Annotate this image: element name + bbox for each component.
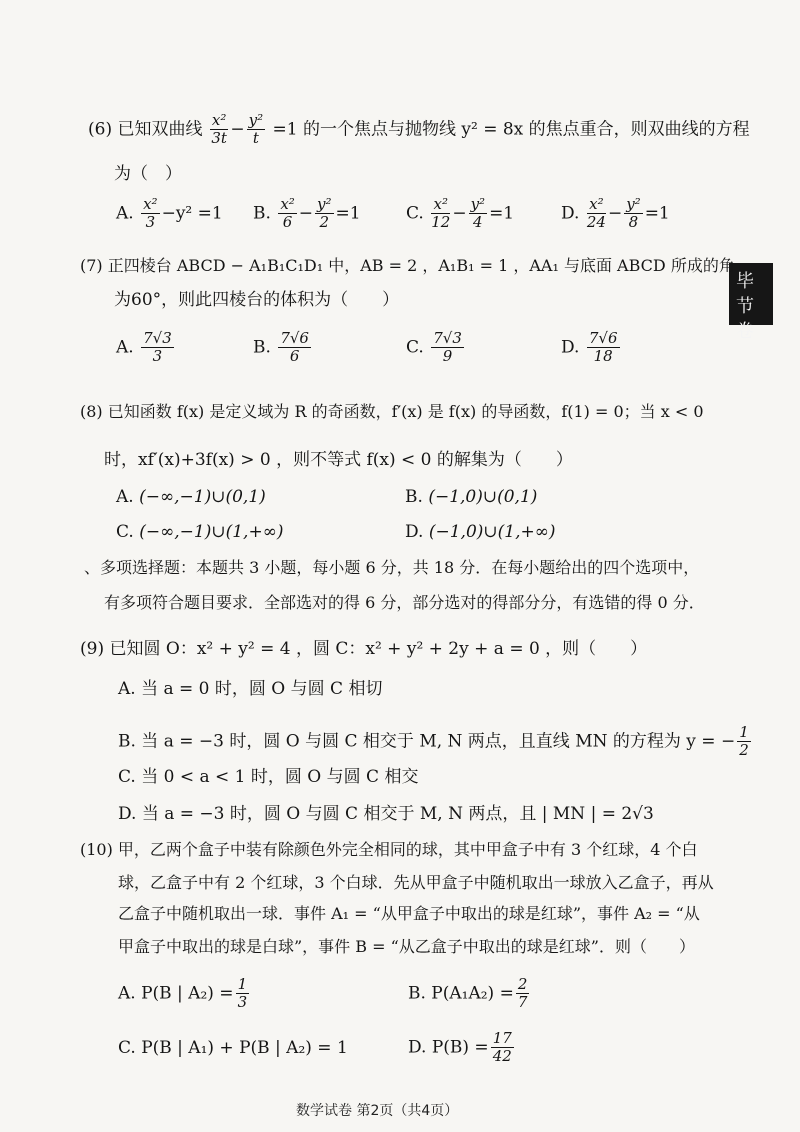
q10-option-b: B. P(A₁A₂) = $\frac{2}{7}$ <box>408 975 528 1012</box>
q7-option-d: D. $\frac{7√6}{18}$ <box>561 329 618 366</box>
q6-text-a: (6) 已知双曲线 <box>88 119 203 140</box>
q9-option-a: A. 当 a = 0 时，圆 O 与圆 C 相切 <box>118 679 383 699</box>
q9-option-b: B. 当 a = −3 时，圆 O 与圆 C 相交于 M, N 两点，且直线 MN 的方程为 y = − $\frac{1}{2}$ <box>118 723 749 760</box>
q9-stem: (9) 已知圆 O：x² + y² = 4 ，圆 C：x² + y² + 2y + a = 0 ，则（ ） <box>80 639 648 659</box>
side-tab-label: 毕节卷 <box>729 263 773 325</box>
q6-frac-1: $\frac{\text{x²}}{3t}$ <box>211 111 227 148</box>
q8-option-b: B. (−1,0)∪(0,1) <box>405 487 538 507</box>
q10-option-c: C. P(B | A₁) + P(B | A₂) = 1 <box>118 1038 348 1058</box>
q8-option-d: D. (−1,0)∪(1,+∞) <box>405 522 556 542</box>
q6-option-d: D. $\frac{\text{x²}}{24}$ − $\frac{\text{y²}}{8}$ =1 <box>561 195 670 232</box>
q6-option-c: C. $\frac{\text{x²}}{12}$ − $\frac{\text{y²}}{4}$ =1 <box>406 195 515 232</box>
q8-option-c: C. (−∞,−1)∪(1,+∞) <box>116 522 284 542</box>
q6-frac-2: $\frac{\text{y²}}{t}$ <box>248 111 264 148</box>
q10-stem-line-4: 甲盒子中取出的球是白球”，事件 B = “从乙盒子中取出的球是红球”．则（ ） <box>118 937 695 956</box>
q8-stem-end: 时，xf′(x)+3f(x) > 0 ，则不等式 f(x) < 0 的解集为（ ） <box>104 450 573 470</box>
q6-text-b: =1 的一个焦点与抛物线 y² = 8x 的焦点重合，则双曲线的方程 <box>272 119 750 140</box>
q7-option-b: B. $\frac{7√6}{6}$ <box>253 329 309 366</box>
section-header-line-2: 有多项符合题目要求．全部选对的得 6 分，部分选对的得部分分，有选错的得 0 分． <box>104 593 705 612</box>
q8-stem: (8) 已知函数 f(x) 是定义域为 R 的奇函数，f′(x) 是 f(x) 的导函数，f(1) = 0；当 x < 0 <box>80 402 704 421</box>
q10-stem-line-1: (10) 甲，乙两个盒子中装有除颜色外完全相同的球，其中甲盒子中有 3 个红球，4 个白 <box>80 840 698 859</box>
q10-stem-line-3: 乙盒子中随机取出一球．事件 A₁ = “从甲盒子中取出的球是红球”，事件 A₂ = “从 <box>118 904 700 923</box>
q10-stem-line-2: 球，乙盒子中有 2 个红球，3 个白球．先从甲盒子中随机取出一球放入乙盒子，再从 <box>118 873 714 892</box>
q9-option-d: D. 当 a = −3 时，圆 O 与圆 C 相交于 M, N 两点，且 | MN | = 2√3 <box>118 804 654 824</box>
q8-option-a: A. (−∞,−1)∪(0,1) <box>116 487 266 507</box>
q7-option-a: A. $\frac{7√3}{3}$ <box>116 329 172 366</box>
q6-option-a: A. $\frac{\text{x²}}{3}$ −y² =1 <box>116 195 223 232</box>
page-footer: 数学试卷 第2页（共4页） <box>296 1103 459 1119</box>
q7-option-c: C. $\frac{7√3}{9}$ <box>406 329 462 366</box>
q9-option-c: C. 当 0 < a < 1 时，圆 O 与圆 C 相交 <box>118 767 419 787</box>
q6-option-b: B. $\frac{\text{x²}}{6}$ − $\frac{\text{y²}}{2}$ =1 <box>253 195 361 232</box>
q10-option-a: A. P(B | A₂) = $\frac{1}{3}$ <box>118 975 248 1012</box>
q7-stem-end: 为60°，则此四棱台的体积为（ ） <box>114 290 400 310</box>
section-header-line-1: 、多项选择题：本题共 3 小题，每小题 6 分，共 18 分．在每小题给出的四个选项中， <box>84 558 700 577</box>
q7-stem: (7) 正四棱台 ABCD − A₁B₁C₁D₁ 中，AB = 2 ，A₁B₁ = 1 ，AA₁ 与底面 ABCD 所成的角 <box>80 256 735 275</box>
q6-stem-end: 为（ ） <box>114 164 182 184</box>
q6-stem: (6) 已知双曲线 $\frac{\text{x²}}{3t}$ − $\frac{\text{y²}}{t}$ =1 的一个焦点与抛物线 y² = 8x 的焦点重合，则双曲线的方程 <box>88 111 750 148</box>
q10-option-d: D. P(B) = $\frac{17}{42}$ <box>408 1029 512 1066</box>
